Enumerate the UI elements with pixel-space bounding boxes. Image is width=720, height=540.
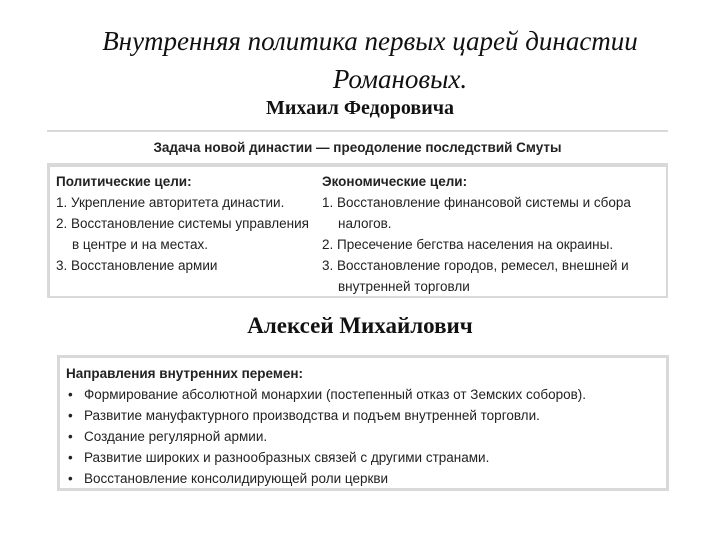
internal-changes-title: Направления внутренних перемен: <box>66 366 304 381</box>
slide-title <box>40 22 700 98</box>
slide-title-line-2: Романовых. <box>332 64 468 94</box>
list-item: • Развитие широких и разнообразных связей с другими странами. <box>66 447 660 468</box>
internal-changes-box <box>57 355 669 491</box>
economic-goals-column <box>316 167 666 296</box>
list-item: • Создание регулярной армии. <box>66 426 660 447</box>
economic-goal-item: 2. Пресечение бегства населения на окраины. <box>322 237 614 252</box>
political-goals-title: Политические цели: <box>56 174 192 189</box>
bullet-icon: • <box>68 471 73 486</box>
slide-title-line-1: Внутренняя политика первых царей династии <box>102 26 638 56</box>
bullet-icon: • <box>68 450 73 465</box>
dynasty-task-header: Задача новой династии — преодоление последствий Смуты <box>47 132 668 163</box>
list-item: • Восстановление консолидирующей роли церкви <box>66 468 660 489</box>
dynasty-goals-table <box>47 130 668 298</box>
bullet-icon: • <box>68 408 73 423</box>
economic-goals-title: Экономические цели: <box>322 174 468 189</box>
bullet-icon: • <box>68 429 73 444</box>
list-item: • Развитие мануфактурного производства и подъем внутренней торговли. <box>66 405 660 426</box>
political-goal-item: 2. Восстановление системы управления в центре и на местах. <box>56 216 309 252</box>
section-heading-mikhail: Михаил Федоровича <box>265 97 455 119</box>
political-goal-item: 3. Восстановление армии <box>56 258 218 273</box>
list-item: • Формирование абсолютной монархии (постепенный отказ от Земских соборов). <box>66 384 660 405</box>
internal-changes-content <box>60 358 666 488</box>
economic-goal-item: 3. Восстановление городов, ремесел, внешней и внутренней торговли <box>322 258 629 294</box>
bullet-icon: • <box>68 387 73 402</box>
economic-goal-item: 1. Восстановление финансовой системы и сбора налогов. <box>322 195 631 231</box>
political-goals-column <box>50 167 342 296</box>
political-goal-item: 1. Укрепление авторитета династии. <box>56 195 285 210</box>
section-heading-alexei: Алексей Михайлович <box>247 313 473 338</box>
